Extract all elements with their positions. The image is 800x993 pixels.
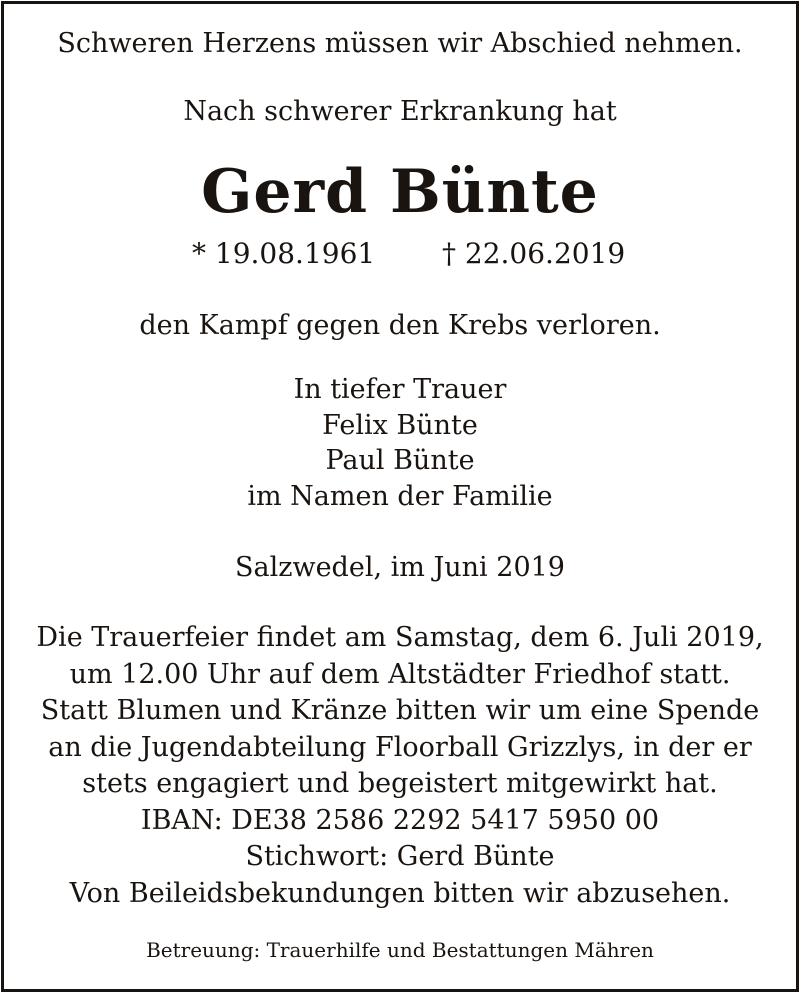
birth-date: * 19.08.1961 <box>192 237 376 270</box>
intro-text: Schweren Herzens müssen wir Abschied nehmen. <box>57 28 743 59</box>
mourners-line: im Namen der Familie <box>247 480 553 512</box>
cause-text: den Kampf gegen den Krebs verloren. <box>139 310 661 341</box>
death-date: † 22.06.2019 <box>442 237 626 270</box>
info-line: an die Jugendabteilung Floorball Grizzlys, in der er <box>48 731 752 763</box>
lead-text: Nach schwerer Erkrankung hat <box>183 96 617 127</box>
info-line: Von Beileidsbekundungen bitten wir abzusehen. <box>69 877 731 909</box>
info-line: stets engagiert und begeistert mitgewirkt hat. <box>82 768 718 799</box>
info-line: um 12.00 Uhr auf dem Altstädter Friedhof statt. <box>69 658 731 690</box>
funeral-info <box>4 620 796 912</box>
iban-line: IBAN: DE38 2586 2292 5417 5950 00 <box>140 804 660 836</box>
info-line: Die Trauerfeier findet am Samstag, dem 6. Juli 2019, <box>36 622 764 653</box>
place-date: Salzwedel, im Juni 2019 <box>235 552 565 583</box>
mourner-name: Paul Bünte <box>325 445 475 476</box>
deceased-name: Gerd Bünte <box>201 157 599 227</box>
mourners-line: In tiefer Trauer <box>293 374 507 405</box>
keyword-line: Stichwort: Gerd Bünte <box>245 841 555 872</box>
life-dates <box>4 234 796 274</box>
mourner-name: Felix Bünte <box>322 409 478 441</box>
obituary-notice <box>1 1 799 992</box>
mourners-block <box>4 372 796 514</box>
info-line: Statt Blumen und Kränze bitten wir um eine Spende <box>40 695 760 726</box>
funeral-home-footer: Betreuung: Trauerhilfe und Bestattungen Mähren <box>146 938 654 962</box>
